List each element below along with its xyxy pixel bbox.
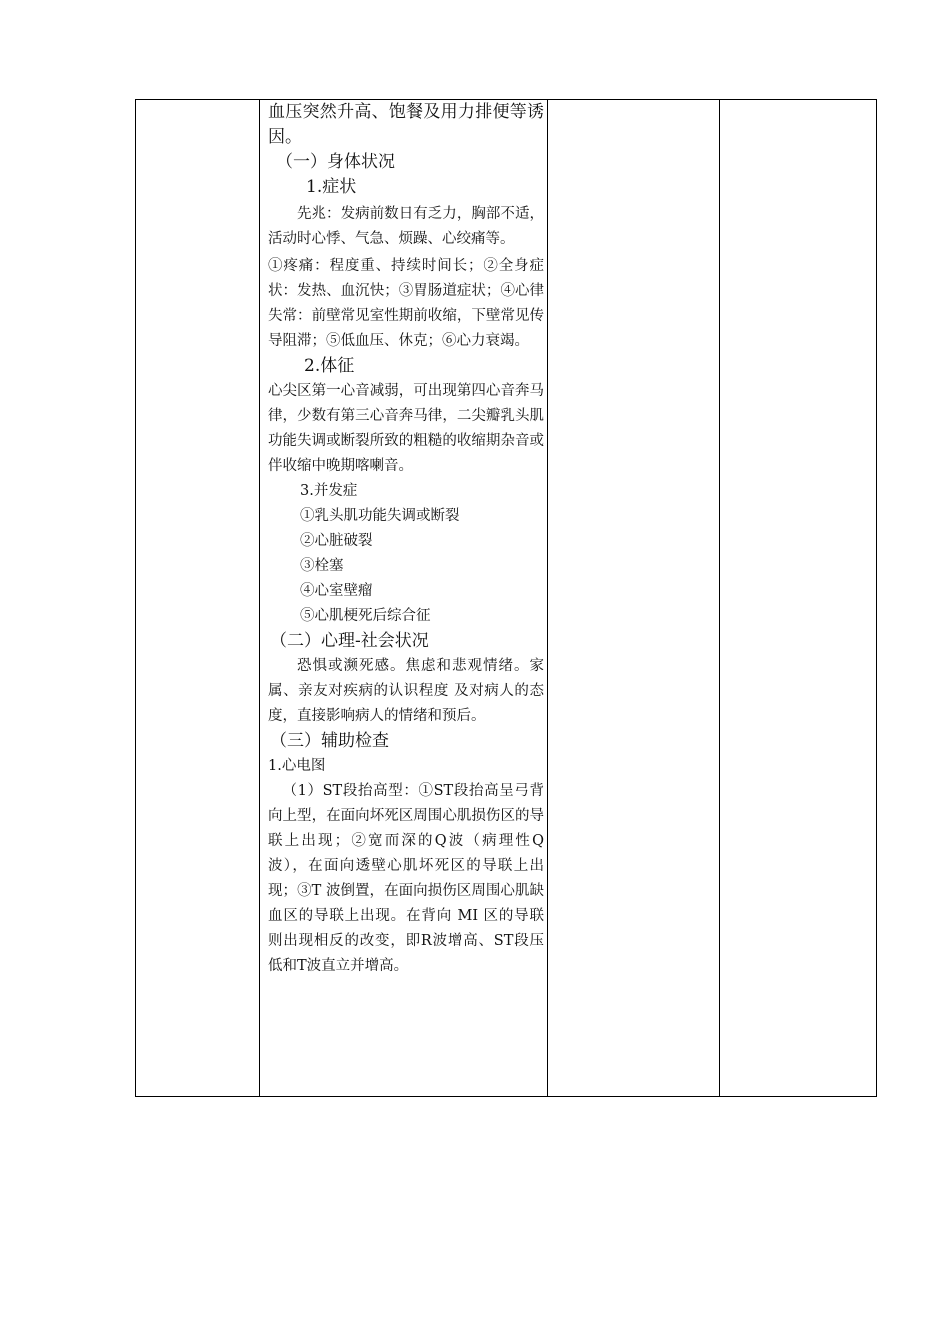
subheading-signs: 2.体征 <box>304 356 355 376</box>
subheading-complications: 3.并发症 <box>300 483 358 499</box>
ecg-text: （1）ST段抬高型：①ST段抬高呈弓背向上型，在面向坏死区周围心肌损伤区的导联上出现；②宽而深的Q波（病理性Q波），在面向透壁心肌坏死区的导联上出现；③T 波倒置，在面向损伤区周围心肌缺血区的导联上出现。在背向 MI 区的导联则出现相反的改变，即R波增高、ST段压低和T波直立并增高。 <box>268 783 544 974</box>
subheading-ecg: 1.心电图 <box>268 758 326 774</box>
table-frame <box>135 99 877 1097</box>
complication-item: ④心室壁瘤 <box>300 583 373 599</box>
section-heading-body: （一）身体状况 <box>276 152 395 172</box>
column-divider-2 <box>547 100 548 1096</box>
section-heading-psychosocial: （二）心理-社会状况 <box>270 631 429 651</box>
complication-item: ②心脏破裂 <box>300 533 373 549</box>
complication-item: ⑤心肌梗死后综合征 <box>300 608 431 624</box>
complication-item: ③栓塞 <box>300 558 344 574</box>
symptoms-list: ①疼痛：程度重、持续时间长；②全身症状：发热、血沉快；③胃肠道症状；④心律失常：前壁常见室性期前收缩，下壁常见传导阻滞；⑤低血压、休克；⑥心力衰竭。 <box>268 258 544 349</box>
content-cell <box>268 100 544 979</box>
column-divider-1 <box>259 100 260 1096</box>
subheading-symptoms: 1.症状 <box>306 177 357 197</box>
intro-text: 血压突然升高、饱餐及用力排便等诱因。 <box>268 102 544 147</box>
symptoms-prodrome: 先兆：发病前数日有乏力，胸部不适，活动时心悸、气急、烦躁、心绞痛等。 <box>268 206 544 247</box>
complication-item: ①乳头肌功能失调或断裂 <box>300 508 460 524</box>
signs-text: 心尖区第一心音减弱，可出现第四心音奔马律，少数有第三心音奔马律，二尖瓣乳头肌功能失调或断裂所致的粗糙的收缩期杂音或伴收缩中晚期喀喇音。 <box>268 383 544 474</box>
section-heading-auxiliary: （三）辅助检查 <box>270 731 389 751</box>
psychosocial-text: 恐惧或濒死感。焦虑和悲观情绪。家属、亲友对疾病的认识程度 及对病人的态度，直接影响病人的情绪和预后。 <box>268 658 544 724</box>
column-divider-3 <box>719 100 720 1096</box>
